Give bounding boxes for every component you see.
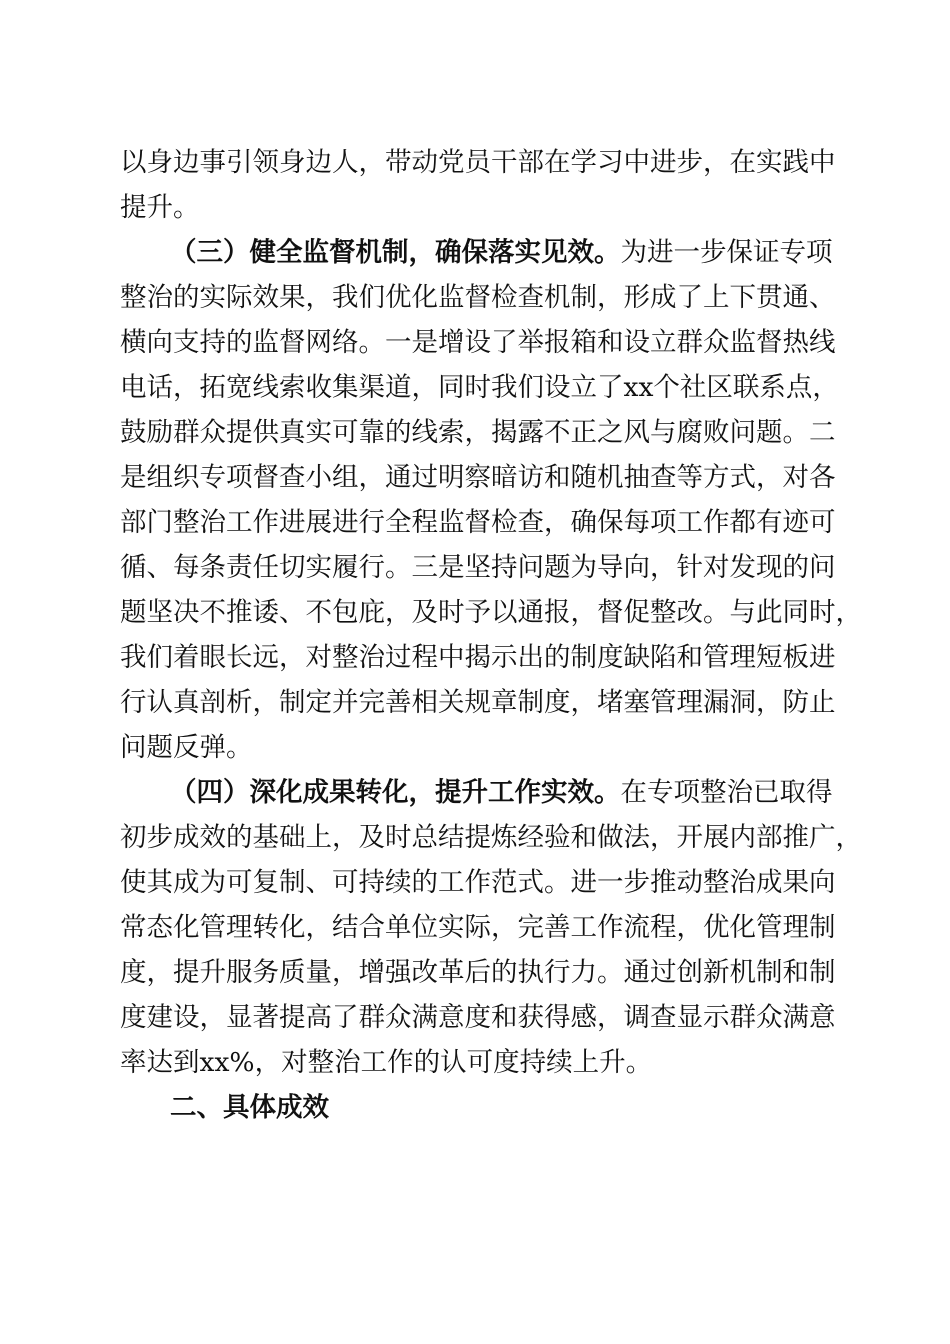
section-3-line: 是组织专项督查小组，通过明察暗访和随机抽查等方式，对各 — [120, 462, 836, 493]
section-3-line: 电话，拓宽线索收集渠道，同时我们设立了xx个社区联系点， — [120, 372, 839, 403]
section-4-line: 度建设，显著提高了群众满意度和获得感，调查显示群众满意 — [120, 1002, 836, 1033]
section-3-first-line-rest: 为进一步保证专项 — [620, 237, 833, 268]
section-4-line: 常态化管理转化，结合单位实际，完善工作流程，优化管理制 — [120, 912, 836, 943]
section-4-first-line-rest: 在专项整治已取得 — [620, 777, 833, 808]
section-3-line: 我们着眼长远，对整治过程中揭示出的制度缺陷和管理短板进 — [120, 642, 836, 673]
section-4-line-last: 率达到xx%，对整治工作的认可度持续上升。 — [120, 1047, 653, 1078]
section-4-line: 使其成为可复制、可持续的工作范式。进一步推动整治成果向 — [120, 867, 836, 898]
section-4-line: 度，提升服务质量，增强改革后的执行力。通过创新机制和制 — [120, 957, 836, 988]
section-heading-2: 二、具体成效 — [170, 1092, 329, 1123]
paragraph-1-line-2: 提升。 — [120, 192, 200, 223]
section-3-line: 部门整治工作进展进行全程监督检查，确保每项工作都有迹可 — [120, 507, 836, 538]
section-3-line: 横向支持的监督网络。一是增设了举报箱和设立群众监督热线 — [120, 327, 836, 358]
paragraph-1-line-1: 以身边事引领身边人，带动党员干部在学习中进步，在实践中 — [120, 147, 836, 178]
section-3-heading: （三）健全监督机制，确保落实见效。 — [170, 237, 621, 268]
section-4-heading: （四）深化成果转化，提升工作实效。 — [170, 777, 621, 808]
section-3-line: 鼓励群众提供真实可靠的线索，揭露不正之风与腐败问题。二 — [120, 417, 836, 448]
section-3-first-line — [170, 233, 832, 273]
section-3-line: 整治的实际效果，我们优化监督检查机制，形成了上下贯通、 — [120, 282, 836, 313]
section-3-line: 题坚决不推诿、不包庇，及时予以通报，督促整改。与此同时， — [120, 597, 862, 628]
section-4-line: 初步成效的基础上，及时总结提炼经验和做法，开展内部推广， — [120, 822, 862, 853]
section-3-line-last: 问题反弹。 — [120, 732, 253, 763]
section-4-first-line — [170, 773, 832, 813]
section-3-line: 循、每条责任切实履行。三是坚持问题为导向，针对发现的问 — [120, 552, 836, 583]
section-3-line: 行认真剖析，制定并完善相关规章制度，堵塞管理漏洞，防止 — [120, 687, 836, 718]
